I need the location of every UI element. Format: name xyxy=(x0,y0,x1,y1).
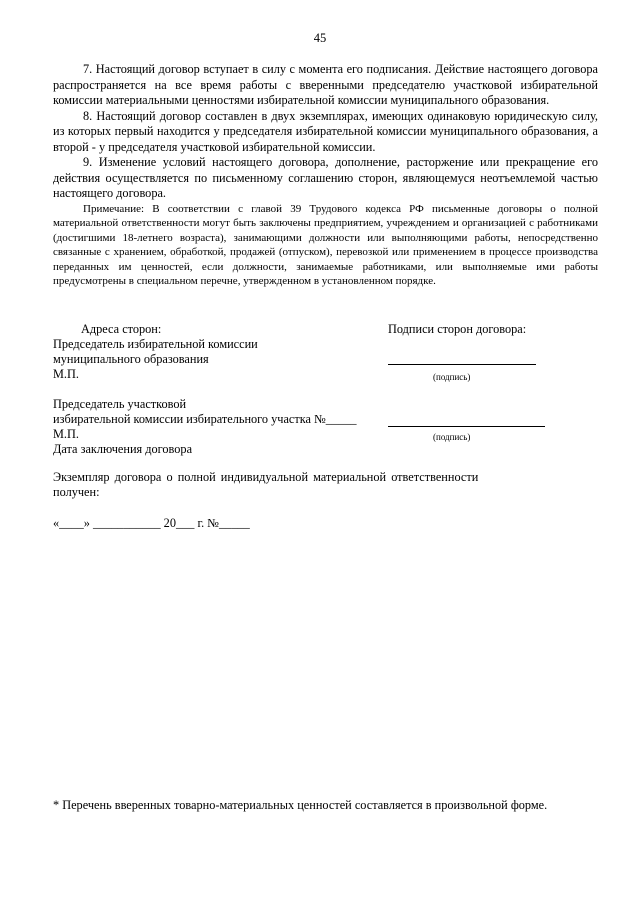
addresses-label: Адреса сторон: xyxy=(81,322,162,336)
signatures-block xyxy=(53,322,598,562)
page-number: 45 xyxy=(313,31,327,45)
signature-caption-2: (подпись) xyxy=(433,432,471,442)
signatures-label: Подписи сторон договора: xyxy=(388,322,527,336)
clause-9: 9. Изменение условий настоящего договора, дополнение, расторжение или прекращение его действия осуществляется по письменному соглашению сторон, являющемуся неотъемлемой частью настоящего договора. xyxy=(53,155,598,200)
date-number-line: «____» ___________ 20___ г. №_____ xyxy=(53,516,250,530)
contract-clauses xyxy=(53,62,598,289)
seal-1: М.П. xyxy=(53,367,79,381)
contract-date-label: Дата заключения договора xyxy=(53,442,193,456)
party1-title-line2: муниципального образования xyxy=(53,352,209,366)
party1-title-line1: Председатель избирательной комиссии xyxy=(53,337,258,351)
copy-received-line2: получен: xyxy=(53,485,100,499)
party2-title-line1: Председатель участковой xyxy=(53,397,187,411)
party2-title-line2: избирательной комиссии избирательного участка №_____ xyxy=(53,412,357,426)
footnote: * Перечень вверенных товарно-материальных ценностей составляется в произвольной форме. xyxy=(53,798,548,812)
signature-caption-1: (подпись) xyxy=(433,372,471,382)
signature-line-2 xyxy=(388,426,545,427)
seal-2: М.П. xyxy=(53,427,79,441)
note-paragraph: Примечание: В соответствии с главой 39 Трудового кодекса РФ письменные договоры о полной материальной ответственности могут быть заключены предприятием, учреждением и организацией с работниками (достигшими 18-летнего возраста), занимающими должности или выполняющими работы, непосредственно связанные с хранением, обработкой, продажей (отпуском), перевозкой или применением в процессе производства переданных им ценностей, если должности, занимаемые работниками, или выполняемые ими работы предусмотрены в специальном перечне, утвержденном в установленном порядке. xyxy=(53,202,598,287)
clause-7: 7. Настоящий договор вступает в силу с момента его подписания. Действие настоящего договора распространяется на все время работы с вверенными председателю участковой избирательной комиссии материальными ценностями избирательной комиссии муниципального образования. xyxy=(53,62,598,107)
clause-8: 8. Настоящий договор составлен в двух экземплярах, имеющих одинаковую юридическую силу, из которых первый находится у председателя избирательной комиссии муниципального образования, а второй - у председателя участковой избирательной комиссии. xyxy=(53,108,598,154)
copy-received-line1: Экземпляр договора о полной индивидуальной материальной ответственности xyxy=(53,470,479,484)
signature-line-1 xyxy=(388,364,536,365)
